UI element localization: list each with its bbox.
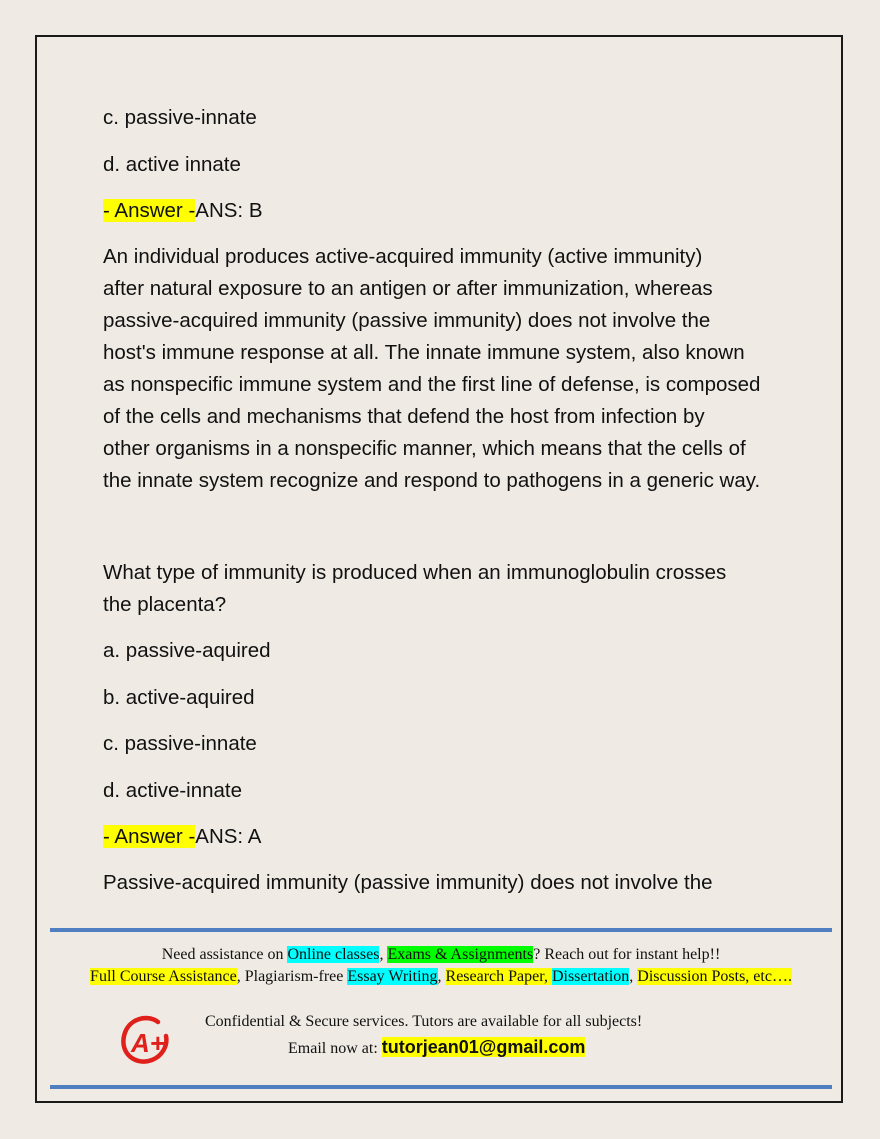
logo-text: A+ <box>131 1028 165 1058</box>
option-d: d. active innate <box>103 152 241 176</box>
answer-text: ANS: A <box>195 825 262 848</box>
option-c: c. passive-innate <box>103 106 257 129</box>
footer-top-rule <box>50 928 832 932</box>
text-line: as nonspecific immune system and the first line of defense, is composed <box>103 373 761 396</box>
dissertation-link: Dissertation <box>551 968 630 985</box>
answer-text: ANS: B <box>195 199 263 222</box>
option-c: c. passive-innate <box>103 732 257 755</box>
text-line: of the cells and mechanisms that defend the host from infection by <box>103 405 705 428</box>
full-course-link: Full Course Assistance <box>90 968 237 985</box>
text-line: passive-acquired immunity (passive immunity) does not involve the <box>103 309 711 332</box>
email-link[interactable]: tutorjean01@gmail.com <box>381 1037 586 1057</box>
research-paper-link: Research Paper, <box>445 968 552 985</box>
explanation-paragraph <box>103 241 793 497</box>
text-line: the placenta? <box>103 593 227 616</box>
answer-label: - Answer - <box>103 825 196 848</box>
answer-label: - Answer - <box>103 199 196 222</box>
footer-line-1: Need assistance on Online classes, Exams & Assignments? Reach out for instant help!! <box>161 946 721 963</box>
text-line: Passive-acquired immunity (passive immunity) does not involve the <box>103 871 713 894</box>
text-line: What type of immunity is produced when an immunoglobulin crosses <box>103 561 727 584</box>
email-label: Email now at: <box>288 1040 382 1057</box>
option-a: a. passive-aquired <box>103 639 271 662</box>
text-line: An individual produces active-acquired immunity (active immunity) <box>103 245 703 268</box>
document-content <box>103 102 793 899</box>
essay-writing-link: Essay Writing <box>347 968 438 985</box>
text-line: the innate system recognize and respond to pathogens in a generic way. <box>103 469 761 492</box>
text-line: after natural exposure to an antigen or after immunization, whereas <box>103 277 713 300</box>
answer-line <box>103 821 793 853</box>
online-classes-link: Online classes <box>287 946 380 963</box>
option-b: b. active-aquired <box>103 685 255 709</box>
discussion-posts-link: Discussion Posts, etc…. <box>637 968 792 985</box>
email-line <box>288 1037 585 1058</box>
footer-bottom-rule <box>50 1085 832 1089</box>
answer-line <box>103 195 793 227</box>
confidential-text: Confidential & Secure services. Tutors are available for all subjects! <box>205 1013 643 1030</box>
exams-assignments-link: Exams & Assignments <box>387 946 534 963</box>
footer-line-2: Full Course Assistance, Plagiarism-free Essay Writing, Research Paper, Dissertation, Discussion Posts, etc…. <box>90 968 792 985</box>
option-d: d. active-innate <box>103 778 243 802</box>
text-line: other organisms in a nonspecific manner, which means that the cells of <box>103 437 746 460</box>
a-plus-logo-icon <box>118 1012 172 1068</box>
footer-ad <box>50 944 832 988</box>
question-text <box>103 557 793 621</box>
text-line: host's immune response at all. The innate immune system, also known <box>103 341 745 364</box>
